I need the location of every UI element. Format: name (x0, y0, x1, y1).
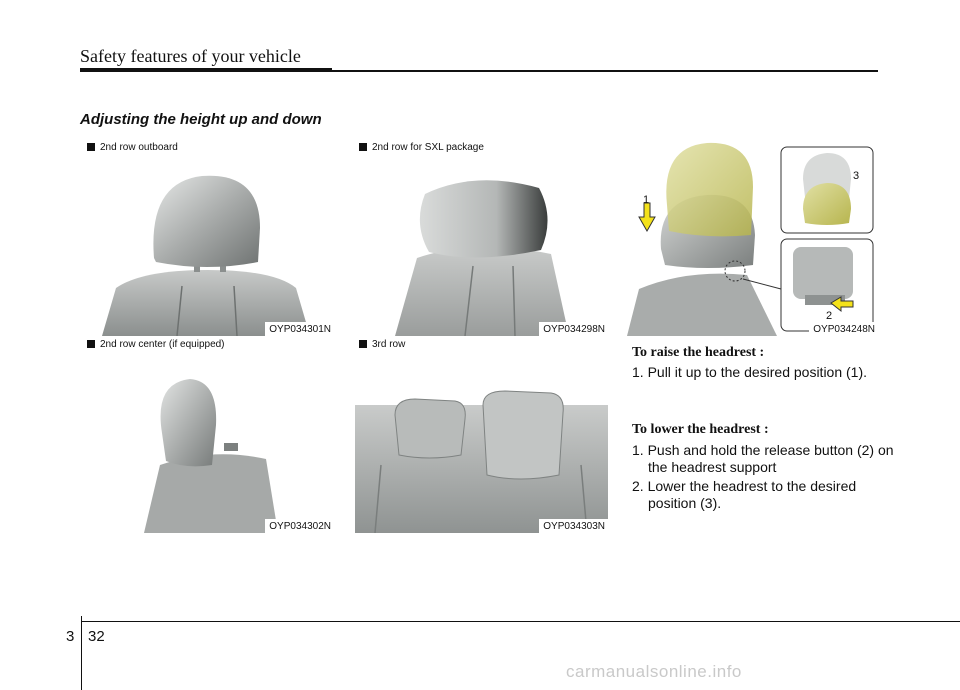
raise-step-1: 1. Pull it up to the desired position (1). (632, 364, 868, 380)
figure-caption-2nd-row-sxl: 2nd row for SXL package (359, 142, 484, 153)
figure-2nd-row-outboard (82, 158, 334, 336)
figure-2nd-row-center (82, 355, 334, 533)
figure-code: OYP034248N (809, 322, 878, 336)
callout-2: 2 (826, 310, 833, 322)
raise-headrest-heading: To raise the headrest : (632, 345, 765, 360)
header-rule-thick (80, 68, 332, 72)
callout-3: 3 (853, 170, 860, 182)
page-header-title: Safety features of your vehicle (80, 46, 301, 66)
lower-step-2: 2. Lower the headrest to the desired position (3). (632, 478, 857, 511)
figure-2nd-row-sxl (355, 158, 608, 336)
figure-caption-2nd-row-outboard: 2nd row outboard (87, 142, 178, 153)
seat-headrest-illustration (82, 355, 334, 533)
bullet-square-icon (87, 340, 95, 348)
figure-code: OYP034298N (539, 322, 608, 336)
bullet-square-icon (87, 143, 95, 151)
figure-caption-3rd-row: 3rd row (359, 339, 405, 350)
figure-headrest-height-adjustment (627, 139, 878, 336)
figure-code: OYP034301N (265, 322, 334, 336)
lower-step-1: 1. Push and hold the release button (2) on the headrest support (632, 442, 894, 475)
watermark: carmanualsonline.info (566, 662, 742, 681)
section-heading: Adjusting the height up and down (80, 111, 322, 128)
headrest-adjustment-diagram (627, 139, 878, 336)
seat-headrest-illustration (82, 158, 334, 336)
lower-headrest-heading: To lower the headrest : (632, 422, 769, 437)
footer-section-number: 3 (66, 628, 75, 645)
bullet-square-icon (359, 340, 367, 348)
callout-1: 1 (643, 194, 650, 206)
header-rule-thin (332, 70, 878, 72)
figure-caption-2nd-row-center: 2nd row center (if equipped) (87, 339, 225, 350)
figure-code: OYP034302N (265, 519, 334, 533)
footer-horizontal-rule (82, 621, 960, 622)
footer-page-number: 32 (88, 628, 105, 645)
seat-headrest-illustration (355, 355, 608, 533)
figure-3rd-row (355, 355, 608, 533)
bullet-square-icon (359, 143, 367, 151)
seat-headrest-illustration (355, 158, 608, 336)
figure-code: OYP034303N (539, 519, 608, 533)
footer-vertical-rule (81, 616, 82, 690)
